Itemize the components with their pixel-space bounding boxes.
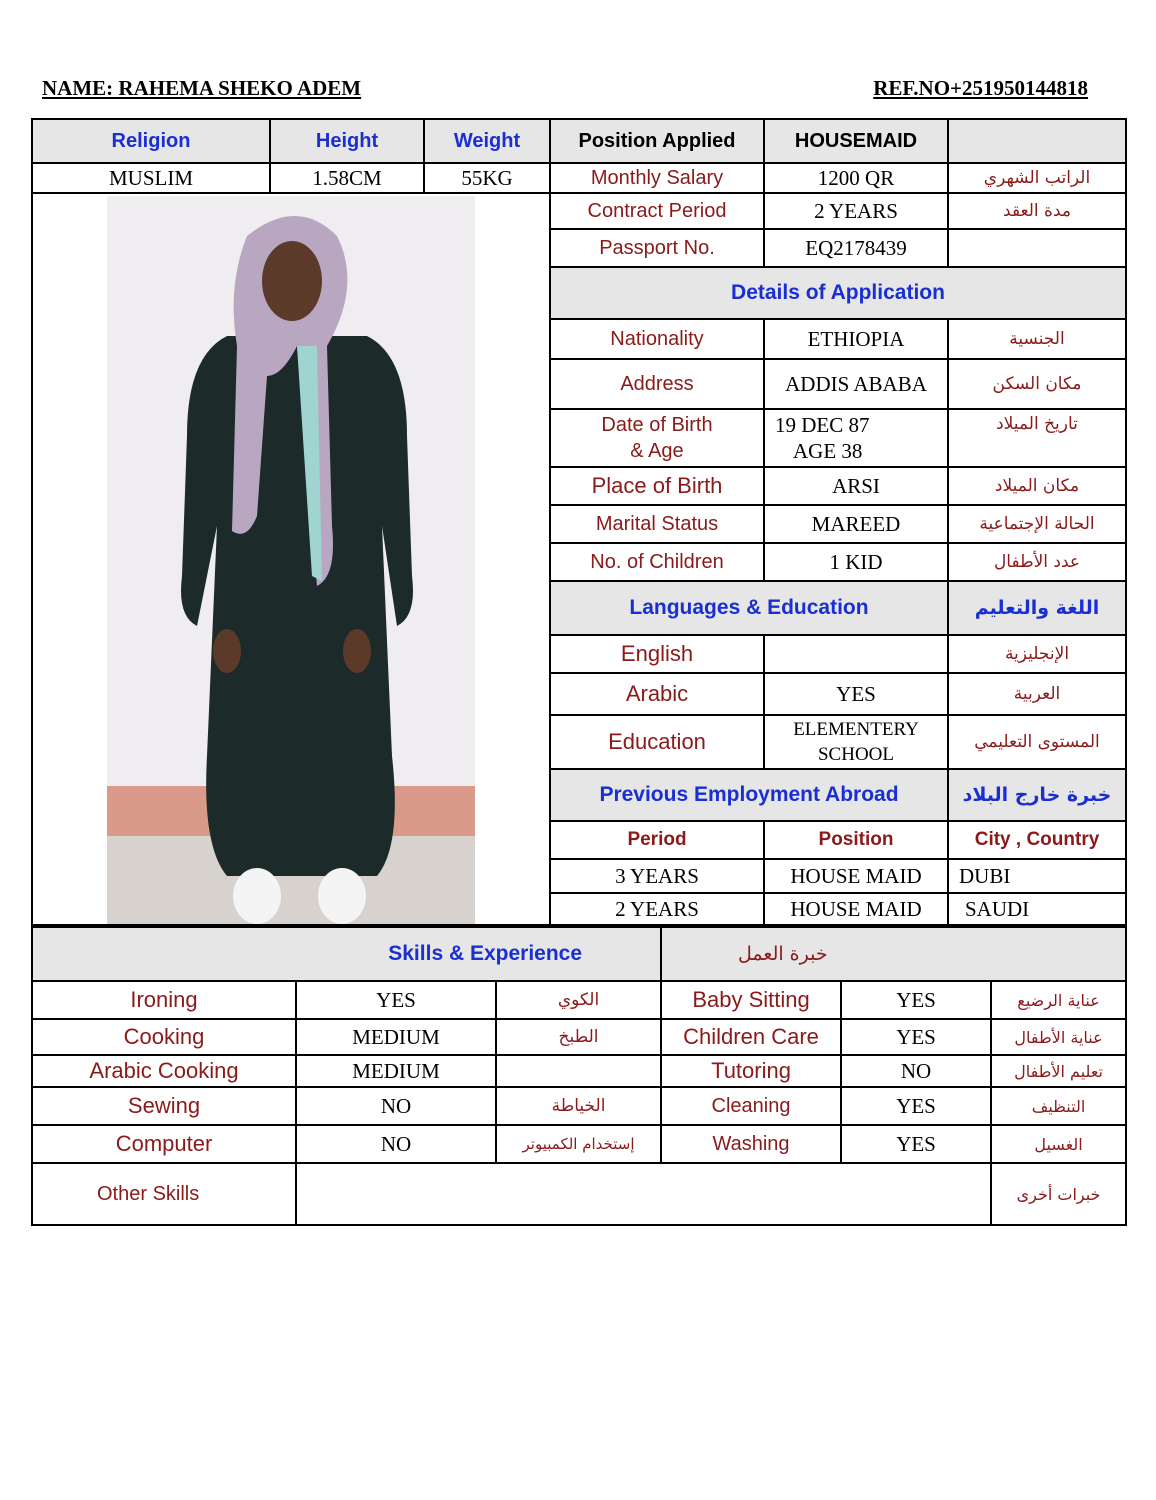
skill-cleaning-label: Cleaning <box>661 1087 841 1125</box>
marital-label: Marital Status <box>550 505 764 543</box>
dob-label-line2: & Age <box>630 440 684 462</box>
arabic-ar: العربية <box>948 673 1126 715</box>
passport-label: Passport No. <box>550 229 764 267</box>
employment-row-2-period: 2 YEARS <box>550 893 764 925</box>
details-title: Details of Application <box>550 267 1126 319</box>
skill-cleaning-ar: التنظيف <box>991 1087 1126 1125</box>
employment-title-ar: خبرة خارج البلاد <box>948 769 1126 821</box>
dob-label <box>550 409 764 467</box>
skill-cooking-ar: الطبخ <box>496 1019 661 1055</box>
skill-cleaning-value: YES <box>841 1087 991 1125</box>
reference-number: REF.NO+251950144818 <box>873 76 1088 100</box>
arabic-value: YES <box>764 673 948 715</box>
skill-sewing-label: Sewing <box>32 1087 296 1125</box>
photo-cell <box>32 193 550 925</box>
education-value-line1: ELEMENTERY <box>793 719 919 740</box>
english-label: English <box>550 635 764 673</box>
education-ar: المستوى التعليمي <box>948 715 1126 769</box>
passport-ar <box>948 229 1126 267</box>
dob-value-line2: AGE 38 <box>793 439 863 463</box>
other-skills-label: Other Skills <box>32 1163 296 1225</box>
children-ar: عدد الأطفال <box>948 543 1126 581</box>
dob-value-line1: 19 DEC 87 <box>775 413 870 437</box>
employment-row-1-position: HOUSE MAID <box>764 859 948 893</box>
position-applied-value: HOUSEMAID <box>764 119 948 163</box>
nationality-label: Nationality <box>550 319 764 359</box>
skill-children-care-label: Children Care <box>661 1019 841 1055</box>
employment-title: Previous Employment Abroad <box>550 769 948 821</box>
pob-label: Place of Birth <box>550 467 764 505</box>
address-label: Address <box>550 359 764 409</box>
skill-tutoring-label: Tutoring <box>661 1055 841 1087</box>
skill-arabic-cooking-label: Arabic Cooking <box>32 1055 296 1087</box>
skill-sewing-ar: الخياطة <box>496 1087 661 1125</box>
skill-computer-ar: إستخدام الكمبيوتر <box>496 1125 661 1163</box>
marital-value: MAREED <box>764 505 948 543</box>
nationality-value: ETHIOPIA <box>764 319 948 359</box>
skill-children-care-value: YES <box>841 1019 991 1055</box>
children-value: 1 KID <box>764 543 948 581</box>
skill-cooking-value: MEDIUM <box>296 1019 496 1055</box>
skill-tutoring-ar: تعليم الأطفال <box>991 1055 1126 1087</box>
pob-value: ARSI <box>764 467 948 505</box>
dob-label-line1: Date of Birth <box>601 414 713 436</box>
english-ar: الإنجليزية <box>948 635 1126 673</box>
languages-title-ar: اللغة والتعليم <box>948 581 1126 635</box>
contract-period-label: Contract Period <box>550 193 764 229</box>
applicant-photo <box>107 196 475 925</box>
skill-baby-sitting-label: Baby Sitting <box>661 981 841 1019</box>
passport-value: EQ2178439 <box>764 229 948 267</box>
skill-computer-value: NO <box>296 1125 496 1163</box>
skill-tutoring-value: NO <box>841 1055 991 1087</box>
skills-title-ar: خبرة العمل <box>661 927 1126 981</box>
skill-computer-label: Computer <box>32 1125 296 1163</box>
salary-value: 1200 QR <box>764 163 948 193</box>
skill-arabic-cooking-ar <box>496 1055 661 1087</box>
children-label: No. of Children <box>550 543 764 581</box>
skill-ironing-ar: الكوي <box>496 981 661 1019</box>
skills-table <box>31 926 1127 1226</box>
skill-baby-sitting-ar: عناية الرضيع <box>991 981 1126 1019</box>
employment-row-1-city: DUBI <box>948 859 1126 893</box>
height-value: 1.58CM <box>270 163 424 193</box>
other-skills-value <box>296 1163 991 1225</box>
skill-cooking-label: Cooking <box>32 1019 296 1055</box>
employment-row-1-period: 3 YEARS <box>550 859 764 893</box>
nationality-ar: الجنسية <box>948 319 1126 359</box>
education-value <box>764 715 948 769</box>
position-applied-label: Position Applied <box>550 119 764 163</box>
skill-children-care-ar: عناية الأطفال <box>991 1019 1126 1055</box>
position-empty <box>948 119 1126 163</box>
skill-ironing-value: YES <box>296 981 496 1019</box>
arabic-label: Arabic <box>550 673 764 715</box>
skill-washing-label: Washing <box>661 1125 841 1163</box>
salary-ar: الراتب الشهري <box>948 163 1126 193</box>
religion-header: Religion <box>32 119 270 163</box>
dob-ar: تاريخ الميلاد <box>948 409 1126 467</box>
weight-value: 55KG <box>424 163 550 193</box>
education-label: Education <box>550 715 764 769</box>
english-value <box>764 635 948 673</box>
address-ar: مكان السكن <box>948 359 1126 409</box>
contract-period-value: 2 YEARS <box>764 193 948 229</box>
employment-row-2-position: HOUSE MAID <box>764 893 948 925</box>
contract-period-ar: مدة العقد <box>948 193 1126 229</box>
marital-ar: الحالة الإجتماعية <box>948 505 1126 543</box>
applicant-name: NAME: RAHEMA SHEKO ADEM <box>42 76 362 100</box>
skill-baby-sitting-value: YES <box>841 981 991 1019</box>
employment-col-position: Position <box>764 821 948 859</box>
skill-washing-ar: الغسيل <box>991 1125 1126 1163</box>
skill-arabic-cooking-value: MEDIUM <box>296 1055 496 1087</box>
employment-row-2-city: SAUDI <box>948 893 1126 925</box>
languages-title: Languages & Education <box>550 581 948 635</box>
pob-ar: مكان الميلاد <box>948 467 1126 505</box>
weight-header: Weight <box>424 119 550 163</box>
skill-sewing-value: NO <box>296 1087 496 1125</box>
skill-ironing-label: Ironing <box>32 981 296 1019</box>
skill-washing-value: YES <box>841 1125 991 1163</box>
application-table <box>31 118 1127 926</box>
salary-label: Monthly Salary <box>550 163 764 193</box>
other-skills-ar: خبرات أخرى <box>991 1163 1126 1225</box>
religion-value: MUSLIM <box>32 163 270 193</box>
dob-value <box>764 409 948 467</box>
employment-col-period: Period <box>550 821 764 859</box>
education-value-line2: SCHOOL <box>817 744 894 765</box>
employment-col-city: City , Country <box>948 821 1126 859</box>
skills-title: Skills & Experience <box>32 927 661 981</box>
height-header: Height <box>270 119 424 163</box>
address-value: ADDIS ABABA <box>764 359 948 409</box>
